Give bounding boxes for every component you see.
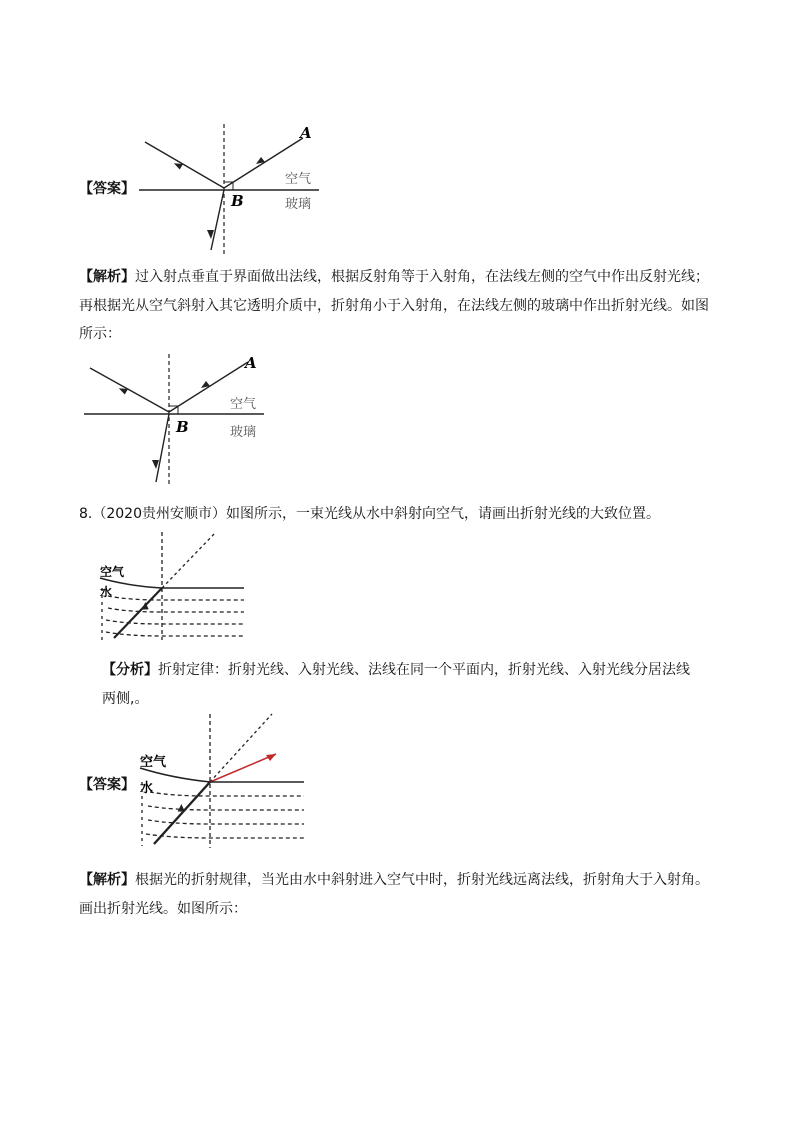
question-q8: 8.（2020贵州安顺市）如图所示，一束光线从水中斜射向空气，请画出折射光线的大致位置。 [79, 506, 660, 522]
reflection-refraction-figure-analysis [80, 348, 280, 488]
reflection-refraction-figure-answer [135, 118, 335, 258]
refracted-ray [210, 754, 276, 782]
air-label: 空气 [100, 565, 125, 579]
analysis-q8: 【分析】折射定律：折射光线、入射光线、法线在同一个平面内，折射光线、入射光线分居法线两侧,。 [102, 662, 690, 707]
point-a-label: A [300, 124, 312, 142]
glass-label: 玻璃 [285, 197, 312, 212]
refracted-ray [211, 190, 224, 250]
point-b-label: B [231, 192, 244, 210]
point-a-label: A [245, 354, 257, 372]
answer-label-q7: 【答案】 [79, 181, 135, 197]
point-b-label: B [176, 418, 189, 436]
explanation-q8: 【解析】根据光的折射规律，当光由水中斜射进入空气中时，折射光线远离法线，折射角大于入射角。画出折射光线。如图所示： [79, 872, 709, 917]
glass-label: 玻璃 [230, 425, 257, 440]
air-label: 空气 [230, 397, 257, 412]
water-air-figure-answer [138, 712, 310, 852]
answer-label-q8: 【答案】 [79, 777, 135, 793]
analysis-q7: 【解析】过入射点垂直于界面做出法线，根据反射角等于入射角，在法线左侧的空气中作出反射光线；再根据光从空气斜射入其它透明介质中，折射角小于入射角，在法线左侧的玻璃中作出折射光线。如图所示： [79, 269, 709, 342]
water-label: 水 [100, 585, 113, 599]
refracted-arrow [207, 230, 214, 239]
reflected-ray [145, 142, 224, 188]
water-label: 水 [140, 781, 154, 796]
water-air-figure-question [98, 530, 250, 645]
air-label: 空气 [285, 172, 312, 187]
air-label: 空气 [140, 755, 167, 770]
